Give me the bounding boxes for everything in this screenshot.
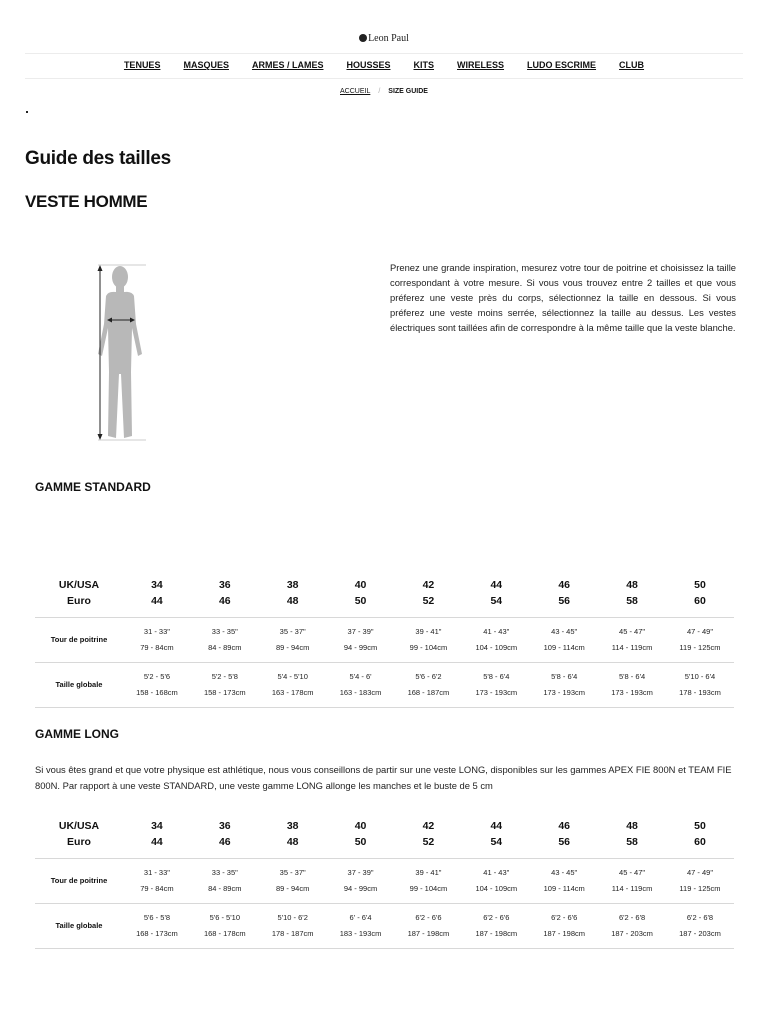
- size-column-header: 38 48: [286, 579, 299, 608]
- table-cell: 35 - 37" 89 - 94cm: [276, 627, 310, 652]
- logo-text: Leon Paul: [368, 33, 409, 44]
- intro-text: Prenez une grande inspiration, mesurez votre tour de poitrine et choisissez la taille correspondant à votre mesure. Si vous vous trouvez entre 2 tailles et que vous préferez une veste près du corps, sélectionnez la taille en dessous. Si vous préferez une veste moins serrée, sélectionnez la taille au dessus. Les vestes électriques sont taillées afin de correspondre à la même taille que la veste blanche.: [390, 262, 736, 333]
- table-row-height: [35, 903, 734, 948]
- table-cell: 6'2 - 6'8 187 - 203cm: [611, 913, 653, 938]
- nav-item-tenues[interactable]: TENUES: [123, 60, 161, 70]
- table-row-height: [35, 662, 734, 707]
- size-column-header: 36 46: [218, 579, 231, 608]
- table-cell: 5'2 - 5'6 158 - 168cm: [136, 672, 178, 697]
- table-cell: 43 - 45" 109 - 114cm: [543, 868, 585, 893]
- table-cell: 5'10 - 6'2 178 - 187cm: [271, 913, 314, 938]
- size-column-header: 50 60: [694, 579, 706, 608]
- table-cell: 6' - 6'4 183 - 193cm: [339, 913, 382, 938]
- table-cell: 6'2 - 6'6 187 - 198cm: [407, 913, 450, 938]
- table-cell: 37 - 39" 94 - 99cm: [343, 627, 378, 652]
- table-cell: 5'8 - 6'4 173 - 193cm: [611, 672, 653, 697]
- breadcrumb-separator: /: [378, 88, 381, 95]
- size-column-header: 42 52: [422, 820, 435, 849]
- nav-item-wireless[interactable]: WIRELESS: [457, 60, 505, 70]
- long-size-table: [35, 811, 734, 949]
- size-column-header: 44 54: [490, 579, 503, 608]
- logo-mark-icon: [359, 34, 367, 42]
- table-cell: 43 - 45" 109 - 114cm: [543, 627, 585, 652]
- breadcrumb-home-link[interactable]: ACCUEIL: [340, 88, 371, 95]
- header-divider-top: [25, 53, 743, 54]
- table-cell: 6'2 - 6'6 187 - 198cm: [543, 913, 586, 938]
- size-column-header: 40 50: [354, 579, 367, 608]
- long-section-title: GAMME LONG: [35, 727, 119, 741]
- table-cell: 31 - 33" 79 - 84cm: [140, 627, 174, 652]
- nav-item-masques[interactable]: MASQUES: [183, 60, 229, 70]
- table-cell: 5'4 - 5'10 163 - 178cm: [271, 672, 314, 697]
- table-cell: 41 - 43" 104 - 109cm: [475, 627, 518, 652]
- long-description: Si vous êtes grand et que votre physique est athlétique, nous vous conseillons de partir sur une veste LONG, disponibles sur les gammes APEX FIE 800N et TEAM FIE 800N. Par rapport à une veste STANDARD, une veste gamme LONG allonge les manches et le buste de 5 cm: [35, 764, 732, 791]
- table-cell: 47 - 49" 119 - 125cm: [679, 868, 721, 893]
- table-cell: 33 - 35" 84 - 89cm: [208, 868, 242, 893]
- size-system-label: UK/USA Euro: [58, 579, 100, 608]
- table-cell: 39 - 41" 99 - 104cm: [409, 627, 448, 652]
- size-column-header: 40 50: [354, 820, 367, 849]
- table-cell: 5'6 - 6'2 168 - 187cm: [407, 672, 450, 697]
- nav-item-housses[interactable]: HOUSSES: [346, 60, 391, 70]
- size-column-header: 46 56: [558, 579, 571, 608]
- row-label: Taille globale: [55, 680, 103, 689]
- table-cell: 5'2 - 5'8 158 - 173cm: [203, 672, 246, 697]
- nav-item-ludo-escrime[interactable]: LUDO ESCRIME: [527, 60, 597, 70]
- table-cell: 6'2 - 6'8 187 - 203cm: [679, 913, 721, 938]
- table-cell: 45 - 47" 114 - 119cm: [611, 868, 653, 893]
- breadcrumb: [0, 88, 768, 95]
- page-subtitle: VESTE HOMME: [25, 192, 148, 211]
- size-column-header: 48 58: [626, 579, 638, 608]
- header-divider-bottom: [25, 78, 743, 79]
- size-column-header: 44 54: [490, 820, 503, 849]
- table-cell: 37 - 39" 94 - 99cm: [343, 868, 378, 893]
- table-cell: 45 - 47" 114 - 119cm: [611, 627, 653, 652]
- nav-item-club[interactable]: CLUB: [619, 60, 645, 70]
- table-row-chest: [35, 858, 734, 903]
- table-cell: 31 - 33" 79 - 84cm: [140, 868, 174, 893]
- page-title: Guide des tailles: [25, 148, 171, 169]
- site-logo[interactable]: [0, 33, 768, 44]
- table-cell: 6'2 - 6'6 187 - 198cm: [475, 913, 518, 938]
- body-measurement-figure: [90, 262, 160, 442]
- size-system-label: UK/USA Euro: [58, 820, 100, 849]
- size-column-header: 46 56: [558, 820, 571, 849]
- row-label: Tour de poitrine: [50, 876, 108, 885]
- table-cell: 5'4 - 6' 163 - 183cm: [339, 672, 382, 697]
- table-header-row: [35, 570, 734, 617]
- table-cell: 5'6 - 5'8 168 - 173cm: [136, 913, 178, 938]
- table-cell: 35 - 37" 89 - 94cm: [276, 868, 310, 893]
- table-cell: 5'6 - 5'10 168 - 178cm: [203, 913, 246, 938]
- table-cell: 47 - 49" 119 - 125cm: [679, 627, 721, 652]
- table-cell: 33 - 35" 84 - 89cm: [208, 627, 242, 652]
- size-column-header: 50 60: [694, 820, 706, 849]
- size-column-header: 42 52: [422, 579, 435, 608]
- table-row-chest: [35, 617, 734, 662]
- table-header-row: [35, 811, 734, 858]
- size-column-header: 38 48: [286, 820, 299, 849]
- silhouette-icon: [98, 266, 142, 438]
- standard-section-title: GAMME STANDARD: [35, 480, 151, 494]
- size-column-header: 48 58: [626, 820, 638, 849]
- size-column-header: 36 46: [218, 820, 231, 849]
- main-nav: [0, 60, 768, 70]
- decorative-dot: [26, 111, 28, 113]
- breadcrumb-current: SIZE GUIDE: [388, 88, 428, 95]
- table-cell: 5'8 - 6'4 173 - 193cm: [543, 672, 586, 697]
- table-cell: 5'10 - 6'4 178 - 193cm: [679, 672, 721, 697]
- nav-item-armes-lames[interactable]: ARMES / LAMES: [251, 60, 324, 70]
- table-cell: 5'8 - 6'4 173 - 193cm: [475, 672, 518, 697]
- row-label: Taille globale: [55, 921, 103, 930]
- table-cell: 41 - 43" 104 - 109cm: [475, 868, 518, 893]
- nav-item-kits[interactable]: KITS: [413, 60, 435, 70]
- table-cell: 39 - 41" 99 - 104cm: [409, 868, 448, 893]
- standard-size-table: [35, 570, 734, 708]
- size-column-header: 34 44: [151, 820, 163, 849]
- size-column-header: 34 44: [151, 579, 163, 608]
- row-label: Tour de poitrine: [50, 635, 108, 644]
